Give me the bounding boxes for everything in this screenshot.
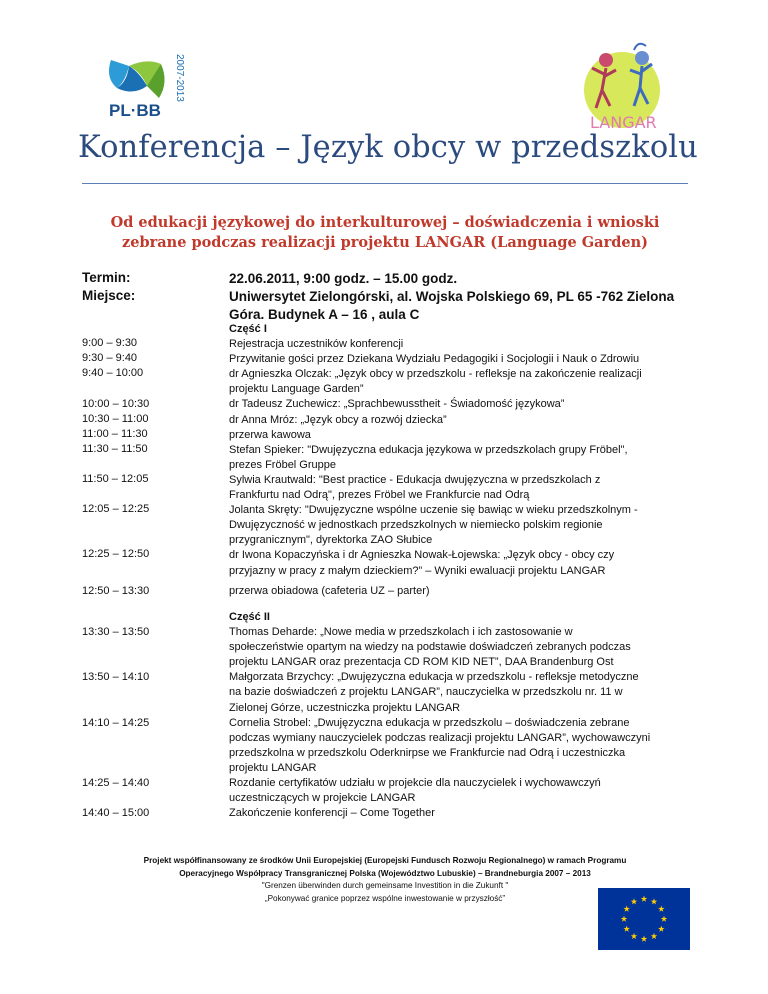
program-line: dr Anna Mróz: „Język obcy a rozwój dziecka” (229, 413, 447, 426)
program-line: projektu LANGAR (229, 761, 317, 774)
footer-line: Operacyjnego Współpracy Transgranicznej Polska (Województwo Lubuskie) – Brandneburgia 2007 – 2013 (179, 868, 591, 878)
miejsce-value: Uniwersytet Zielongórski, al. Wojska Polskiego 69, PL 65 -762 Zielona Góra. Budynek A – 16 , aula C (229, 289, 675, 322)
langar-logo (568, 38, 678, 138)
program-line: przygranicznym", dyrektorka ZAO Słubice (229, 534, 433, 547)
program-line: dr Iwona Kopaczyńska i dr Agnieszka Nowak-Łojewska: „Język obcy - obcy czy (229, 549, 615, 562)
time-slot: 14:25 – 14:40 (82, 777, 150, 789)
program-line: prezes Fröbel Gruppe (229, 458, 336, 471)
time-slot: 9:00 – 9:30 (82, 337, 138, 349)
program-line: Rozdanie certyfikatów udziału w projekcie dla nauczycielek i wychowawczyń (229, 777, 601, 790)
program-line: Cornelia Strobel: „Dwujęzyczna edukacja w przedszkolu – doświadczenia zebrane (229, 716, 630, 729)
termin-value: 22.06.2011, 9:00 godz. – 15.00 godz. (229, 271, 458, 286)
lunch-break: przerwa obiadowa (cafeteria UZ – parter) (229, 585, 430, 597)
title-divider (82, 183, 688, 184)
program-line: projektu LANGAR oraz prezentacja CD ROM KID NET”, DAA Brandenburg Ost (229, 656, 614, 669)
section-heading: Część I (229, 323, 267, 335)
program-line: Sylwia Krautwald: "Best practice - Edukacja dwujęzyczna w przedszkolach z (229, 473, 601, 486)
program-line: na bazie doświadczeń z projektu LANGAR”, nauczycielka w przedszkolu nr. 11 w (229, 686, 623, 699)
program-line: podczas wymiany nauczycielek podczas realizacji projektu LANGAR”, wychowawczyni (229, 731, 651, 744)
time-slot: 13:50 – 14:10 (82, 671, 150, 683)
program-line: społeczeństwie opartym na wiedzy na podstawie doświadczeń zebranych podczas (229, 641, 631, 654)
time-slot: 14:10 – 14:25 (82, 717, 150, 729)
time-slot: 11:30 – 11:50 (82, 443, 148, 455)
program-line: przerwa kawowa (229, 428, 311, 441)
program-line: Jolanta Skręty: "Dwujęzyczne wspólne uczenie się bawiąc w wieku przedszkolnym - (229, 504, 638, 517)
time-slot: 10:00 – 10:30 (82, 398, 150, 410)
footer-line: „Pokonywać granice poprzez wspólne inwestowanie w przyszłość” (264, 893, 506, 903)
svg-text:LANGAR: LANGAR (590, 113, 657, 132)
svg-text:2007-2013: 2007-2013 (174, 54, 185, 102)
program-line: Zakończenie konferencji – Come Together (229, 807, 435, 820)
subtitle: Od edukacji językowej do interkulturowej – doświadczenia i wnioski zebrane podczas realizacji projektu LANGAR (Language Garden) (110, 214, 660, 251)
program-line: Zielonej Górze, uczestniczka projektu LANGAR (229, 701, 461, 714)
page-title: Konferencja – Język obcy w przedszkolu (78, 130, 698, 165)
svg-text:PL·BB: PL·BB (109, 101, 161, 120)
program-line: Rejestracja uczestników konferencji (229, 338, 404, 351)
time-slot: 11:50 – 12:05 (82, 473, 149, 485)
time-slot: 12:25 – 12:50 (82, 548, 150, 560)
program-line: projektu Language Garden” (229, 383, 364, 396)
program-line: Dwujęzyczność w jednostkach przedszkolnych w niemiecko polskim regionie (229, 519, 603, 532)
eu-flag-icon (598, 888, 690, 950)
program-line: przedszkolna w przedszkolu Oderknirpse we Frankfurcie nad Odrą i uczestniczka (229, 746, 626, 759)
program-line: dr Tadeusz Zuchewicz: „Sprachbewusstheit - Świadomość językowa” (229, 398, 565, 411)
program-line: Stefan Spieker: "Dwujęzyczna edukacja językowa w przedszkolach grupy Fröbel", (229, 443, 628, 456)
program-line: Przywitanie gości przez Dziekana Wydziału Pedagogiki i Socjologii i Nauk o Zdrowiu (229, 353, 640, 366)
time-slot: 12:05 – 12:25 (82, 503, 150, 515)
program-line: dr Agnieszka Olczak: „Język obcy w przedszkolu - refleksje na zakończenie realizacji (229, 368, 642, 381)
program-line: Małgorzata Brzychcy: „Dwujęzyczna edukacja w przedszkolu - refleksje metodyczne (229, 671, 639, 684)
time-slot: 9:30 – 9:40 (82, 352, 138, 364)
time-slot: 14:40 – 15:00 (82, 807, 150, 819)
time-slot: 10:30 – 11:00 (82, 413, 149, 425)
program-line: Thomas Deharde: „Nowe media w przedszkolach i ich zastosowanie w (229, 626, 573, 639)
program-part-1 (229, 322, 704, 579)
pl-bb-logo (103, 52, 195, 128)
program-part-2 (229, 610, 704, 821)
termin-label: Termin: (82, 270, 131, 285)
program-line: uczestniczących w projekcie LANGAR (229, 792, 416, 805)
time-slot: 13:30 – 13:50 (82, 626, 150, 638)
time-slot: 11:00 – 11:30 (82, 428, 148, 440)
time-slot: 9:40 – 10:00 (82, 367, 144, 379)
program-line: przyjazny w pracy z małym dzieckiem?” – Wyniki ewaluacji projektu LANGAR (229, 564, 606, 577)
footer-line: "Grenzen überwinden durch gemeinsame Investition in die Zukunft " (261, 881, 509, 890)
footer-line: Projekt współfinansowany ze środków Unii Europejskiej (Europejski Fundusch Rozwoju Regionalnego) w ramach Programu (143, 856, 627, 865)
miejsce-label: Miejsce: (82, 288, 136, 303)
program-line: Frankfurtu nad Odrą", prezes Fröbel we Frankfurcie nad Odrą (229, 489, 530, 502)
time-slot: 12:50 – 13:30 (82, 585, 150, 597)
section-heading: Część II (229, 611, 270, 623)
